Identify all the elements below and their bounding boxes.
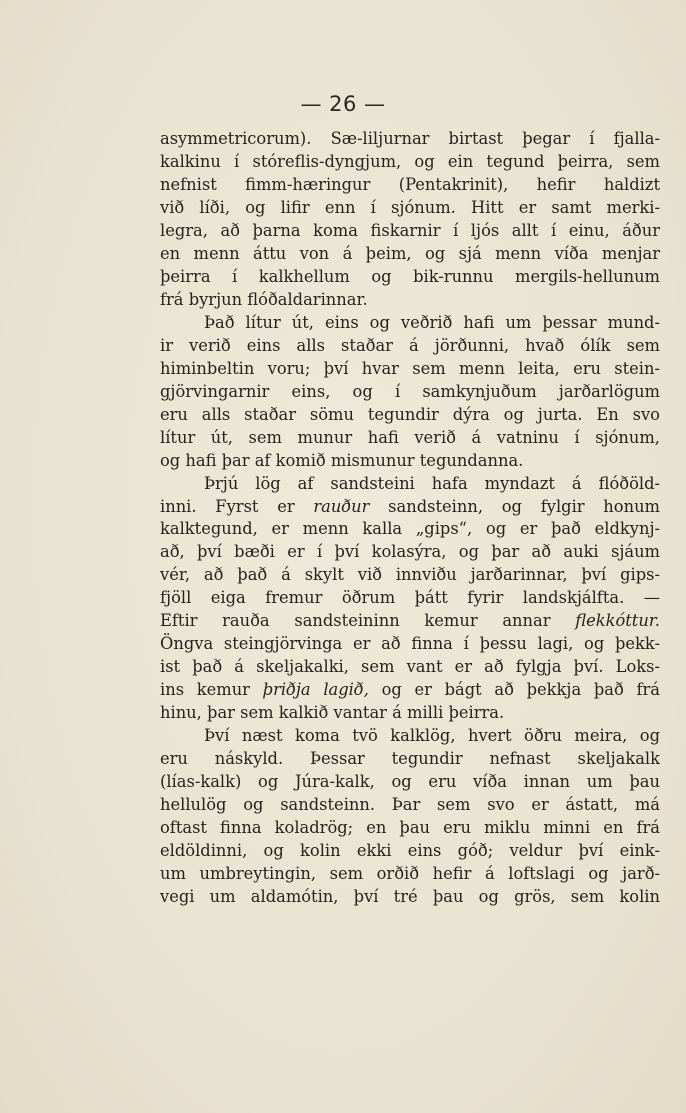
text-line: vér, að það á skylt við innviðu jarðarinnar, því gips- [160,565,660,585]
text-line: kalkinu í stóreflis-dyngjum, og ein tegund þeirra, sem [160,151,660,171]
page-number: — 26 — [300,92,386,116]
text-line: eru náskyld. Þessar tegundir nefnast skeljakalk [160,749,660,769]
text-line: hinu, þar sem kalkið vantar á milli þeirra. [160,703,505,723]
text-line: eru alls staðar sömu tegundir dýra og jurta. En svo [160,404,660,424]
text-segment: Eftir rauða sandsteininn kemur annar [160,611,576,631]
italic-term: þriðja lagið, [262,680,369,700]
text-line: við líði, og lifir enn í sjónum. Hitt er samt merki- [160,197,660,217]
text-line: og hafi þar af komið mismunur tegundanna. [160,450,524,470]
italic-term: rauður [313,496,370,516]
italic-term: flekkóttur. [575,611,660,631]
text-line: asymmetricorum). Sæ-liljurnar birtast þegar í fjalla- [160,129,660,148]
paragraph-start: Þrjú lög af sandsteini hafa myndazt á flóðöld- [204,473,660,493]
text-segment: ins kemur [160,680,263,700]
body-text [160,128,660,909]
text-line: eldöldinni, og kolin ekki eins góð; veldur því eink- [160,841,660,861]
text-segment: inni. Fyrst er [160,496,314,516]
text-line: um umbreytingin, sem orðið hefir á loftslagi og jarð- [160,864,660,883]
text-line: lítur út, sem munur hafi verið á vatninu í sjónum, [160,427,660,447]
text-line: þeirra í kalkhellum og bik-runnu mergils-hellunum [160,266,660,286]
text-line: nefnist fimm-hæringur (Pentakrinit), hefir haldizt [160,174,660,194]
text-line: að, því bæði er í því kolasýra, og þar að auki sjáum [160,542,660,562]
text-line: gjörvingarnir eins, og í samkynjuðum jarðarlögum [160,381,660,401]
text-line: ist það á skeljakalki, sem vant er að fylgja því. Loks- [160,657,660,677]
paragraph-start: Það lítur út, eins og veðrið hafi um þessar mund- [204,312,660,332]
text-line [160,496,660,519]
text-segment: og er bágt að þekkja það frá [368,680,661,700]
text-line: en menn áttu von á þeim, og sjá menn víða menjar [160,243,660,263]
text-line: himinbeltin voru; því hvar sem menn leita, eru stein- [160,358,660,378]
text-line: frá byrjun flóðaldarinnar. [160,289,368,309]
text-line: ir verið eins alls staðar á jörðunni, hvað ólík sem [160,335,660,355]
text-line: hellulög og sandsteinn. Þar sem svo er ástatt, má [160,795,660,815]
text-line: vegi um aldamótin, því tré þau og grös, sem kolin [160,886,660,906]
text-line: kalktegund, er menn kalla „gips“, og er það eldkynj- [160,519,660,539]
text-line [160,679,660,702]
text-line: fjöll eiga fremur öðrum þátt fyrir landskjálfta. — [160,588,660,608]
text-line: legra, að þarna koma fiskarnir í ljós allt í einu, áður [160,220,660,240]
text-segment: sandsteinn, og fylgir honum [369,496,660,516]
paragraph-start: Því næst koma tvö kalklög, hvert öðru meira, og [204,726,660,746]
text-line: (lías-kalk) og Júra-kalk, og eru víða innan um þau [160,772,660,792]
text-line: Öngva steingjörvinga er að finna í þessu lagi, og þekk- [160,634,660,654]
text-line: oftast finna koladrög; en þau eru miklu minni en frá [160,818,660,838]
text-line [160,610,660,633]
